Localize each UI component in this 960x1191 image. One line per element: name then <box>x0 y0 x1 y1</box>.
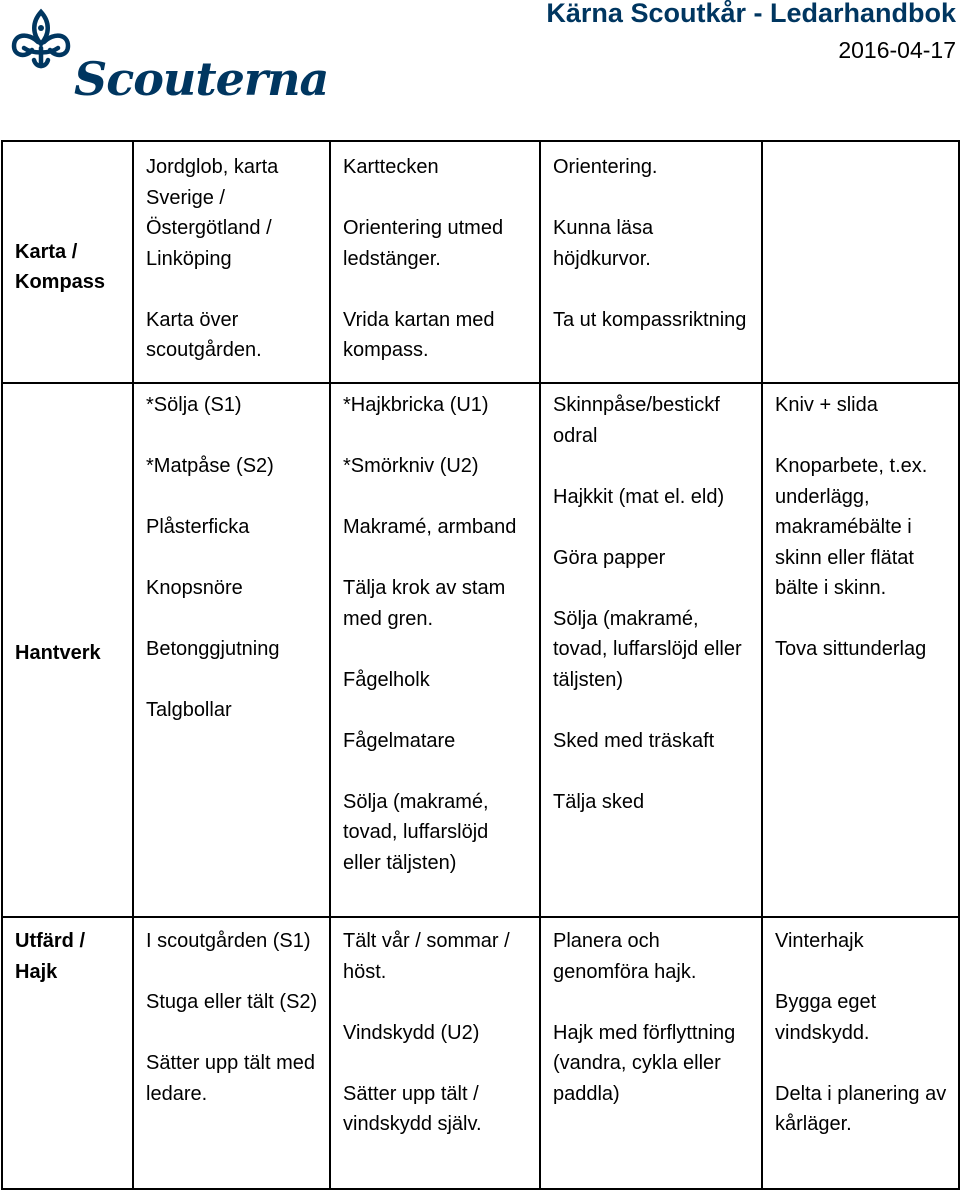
spacer <box>343 634 529 665</box>
cell-text: Sölja (makramé, tovad, luffarslöjd eller täljsten) <box>553 607 742 691</box>
spacer <box>343 183 529 214</box>
cell-text: Sölja (makramé, tovad, luffarslöjd eller täljsten) <box>343 790 489 874</box>
spacer <box>553 451 751 482</box>
spacer <box>775 421 948 452</box>
table-cell <box>762 383 959 917</box>
cell-text: Vrida kartan med kompass. <box>343 308 495 361</box>
cell-text: Makramé, armband <box>343 516 517 538</box>
cell-text: Vindskydd (U2) <box>343 1021 480 1044</box>
spacer <box>146 543 319 574</box>
spacer <box>146 421 319 452</box>
cell-text: *Matpåse (S2) <box>146 455 274 477</box>
cell-text: Tova sittunderlag <box>775 638 927 660</box>
table-cell <box>540 141 762 383</box>
scouterna-logo <box>8 8 329 108</box>
cell-text: Knopsnöre <box>146 577 243 599</box>
row-header: Utfärd / Hajk <box>2 917 133 1189</box>
cell-text: Talgbollar <box>146 699 232 721</box>
table-cell <box>540 917 762 1189</box>
cell-text: Fågelmatare <box>343 729 456 752</box>
spacer <box>343 695 529 726</box>
cell-text: Hajk med förflyttning (vandra, cykla eller paddla) <box>553 1021 736 1105</box>
spacer <box>343 756 529 787</box>
table-cell <box>330 917 540 1189</box>
spacer <box>775 604 948 635</box>
cell-text: Sätter upp tält / vindskydd själv. <box>343 1082 482 1135</box>
cell-text: Knoparbete, t.ex. underlägg, makramébälte i skinn eller flätat bälte i skinn. <box>775 455 928 599</box>
cell-text: Ta ut kompassriktning <box>553 308 747 331</box>
spacer <box>553 512 751 543</box>
cell-text: *Sölja (S1) <box>146 394 242 416</box>
spacer <box>146 957 319 988</box>
spacer <box>343 1048 529 1079</box>
cell-text: Plåsterficka <box>146 516 250 538</box>
page-header <box>0 0 960 140</box>
spacer <box>553 987 751 1018</box>
cell-text: Orientering utmed ledstänger. <box>343 217 504 270</box>
cell-text: Tälja sked <box>553 790 645 813</box>
cell-text: Tälja krok av stam med gren. <box>343 577 506 630</box>
cell-text: Kunna läsa höjdkurvor. <box>553 217 654 270</box>
cell-text: Hajkkit (mat el. eld) <box>553 485 725 508</box>
cell-text: Jordglob, karta Sverige / Östergötland / Linköping <box>146 156 279 270</box>
cell-text: Planera och genomföra hajk. <box>553 930 697 983</box>
activity-table <box>1 140 960 1190</box>
spacer <box>146 665 319 696</box>
cell-text: Karta över scoutgården. <box>146 308 262 361</box>
logo-wordmark: Scouterna <box>74 52 329 106</box>
table-cell <box>762 917 959 1189</box>
spacer <box>553 695 751 726</box>
spacer <box>343 482 529 513</box>
cell-text: Vinterhajk <box>775 930 864 952</box>
document-date: 2016-04-17 <box>838 37 956 63</box>
spacer <box>343 274 529 305</box>
cell-text: Stuga eller tält (S2) <box>146 991 318 1013</box>
spacer <box>146 1018 319 1049</box>
cell-text: I scoutgården (S1) <box>146 930 311 952</box>
cell-text: Betonggjutning <box>146 638 280 660</box>
table-row <box>2 141 959 383</box>
table-row <box>2 383 959 917</box>
table-cell <box>762 141 959 383</box>
cell-text: Delta i planering av kårläger. <box>775 1082 947 1135</box>
spacer <box>343 421 529 452</box>
spacer <box>146 482 319 513</box>
cell-text: Skinnpåse/bestickf odral <box>553 394 720 447</box>
document-title: Kärna Scoutkår - Ledarhandbok <box>546 0 956 28</box>
table-cell <box>330 383 540 917</box>
table-cell <box>540 383 762 917</box>
spacer <box>553 573 751 604</box>
cell-text: *Smörkniv (U2) <box>343 455 479 477</box>
cell-text: Tält vår / sommar / höst. <box>343 930 510 983</box>
spacer <box>775 1048 948 1079</box>
table-row <box>2 917 959 1189</box>
cell-text: Kniv + slida <box>775 394 878 416</box>
spacer <box>146 604 319 635</box>
spacer <box>775 957 948 988</box>
spacer <box>553 756 751 787</box>
spacer <box>553 274 751 305</box>
cell-text: Göra papper <box>553 546 666 569</box>
cell-text: Sked med träskaft <box>553 729 715 752</box>
table-cell <box>330 141 540 383</box>
fleur-de-lis-icon <box>8 8 74 74</box>
row-header: Hantverk <box>2 383 133 917</box>
spacer <box>343 987 529 1018</box>
table-cell <box>133 383 330 917</box>
table-cell <box>133 917 330 1189</box>
cell-text: Orientering. <box>553 156 658 178</box>
row-header: Karta / Kompass <box>2 141 133 383</box>
cell-text: Fågelholk <box>343 668 430 691</box>
cell-text: Sätter upp tält med ledare. <box>146 1052 315 1105</box>
spacer <box>553 183 751 214</box>
cell-text: *Hajkbricka (U1) <box>343 394 489 416</box>
spacer <box>146 274 319 305</box>
table-cell <box>133 141 330 383</box>
spacer <box>343 543 529 574</box>
cell-text: Bygga eget vindskydd. <box>775 991 877 1044</box>
cell-text: Karttecken <box>343 156 439 178</box>
